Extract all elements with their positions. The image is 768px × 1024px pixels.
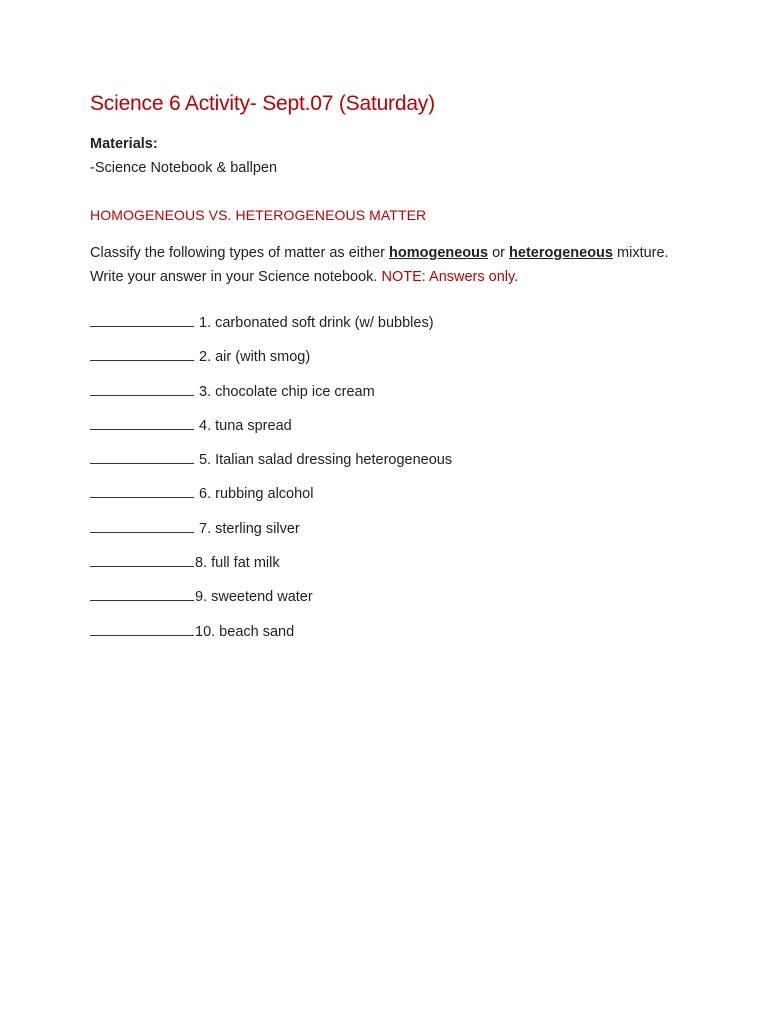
- section-heading: HOMOGENEOUS VS. HETEROGENEOUS MATTER: [90, 207, 427, 223]
- question-text: 8. full fat milk: [195, 555, 280, 572]
- instructions-text-3: mixture. Write your answer in your Science notebook.: [90, 245, 669, 285]
- answer-blank: [90, 346, 194, 361]
- answer-blank: [90, 381, 194, 396]
- question-item: [90, 552, 452, 586]
- answer-blank: [90, 483, 194, 498]
- question-item: [90, 346, 452, 380]
- materials-item: -Science Notebook & ballpen: [90, 160, 278, 176]
- answer-blank: [90, 552, 194, 567]
- question-item: [90, 518, 452, 552]
- page-title: Science 6 Activity- Sept.07 (Saturday): [90, 92, 435, 115]
- instructions-text-1: Classify the following types of matter as either: [90, 245, 389, 261]
- question-text: 6. rubbing alcohol: [199, 486, 314, 503]
- answer-blank: [90, 586, 194, 601]
- question-text: 7. sterling silver: [199, 520, 300, 537]
- answer-blank: [90, 449, 194, 464]
- question-text: 3. chocolate chip ice cream: [199, 383, 375, 400]
- question-text: 9. sweetend water: [195, 589, 313, 606]
- materials-heading: Materials:: [90, 136, 158, 152]
- question-text: 4. tuna spread: [199, 417, 292, 434]
- question-item: [90, 381, 452, 415]
- answer-blank: [90, 312, 194, 327]
- question-item: [90, 586, 452, 620]
- question-text: 10. beach sand: [195, 623, 295, 640]
- answer-blank: [90, 518, 194, 533]
- question-list: [90, 312, 452, 655]
- question-item: [90, 415, 452, 449]
- question-item: [90, 483, 452, 517]
- question-text: 2. air (with smog): [199, 349, 311, 366]
- keyword-homogeneous: homogeneous: [389, 245, 489, 261]
- question-item: [90, 312, 452, 346]
- question-text: 1. carbonated soft drink (w/ bubbles): [199, 315, 434, 331]
- keyword-heterogeneous: heterogeneous: [509, 245, 613, 261]
- question-item: [90, 449, 452, 483]
- instructions-text-2: or: [488, 245, 510, 261]
- answer-blank: [90, 415, 194, 430]
- instructions-paragraph: [90, 241, 690, 289]
- question-item: [90, 621, 452, 655]
- answer-blank: [90, 621, 194, 636]
- question-text: 5. Italian salad dressing heterogeneous: [199, 452, 453, 469]
- instructions-note: NOTE: Answers only.: [381, 269, 519, 285]
